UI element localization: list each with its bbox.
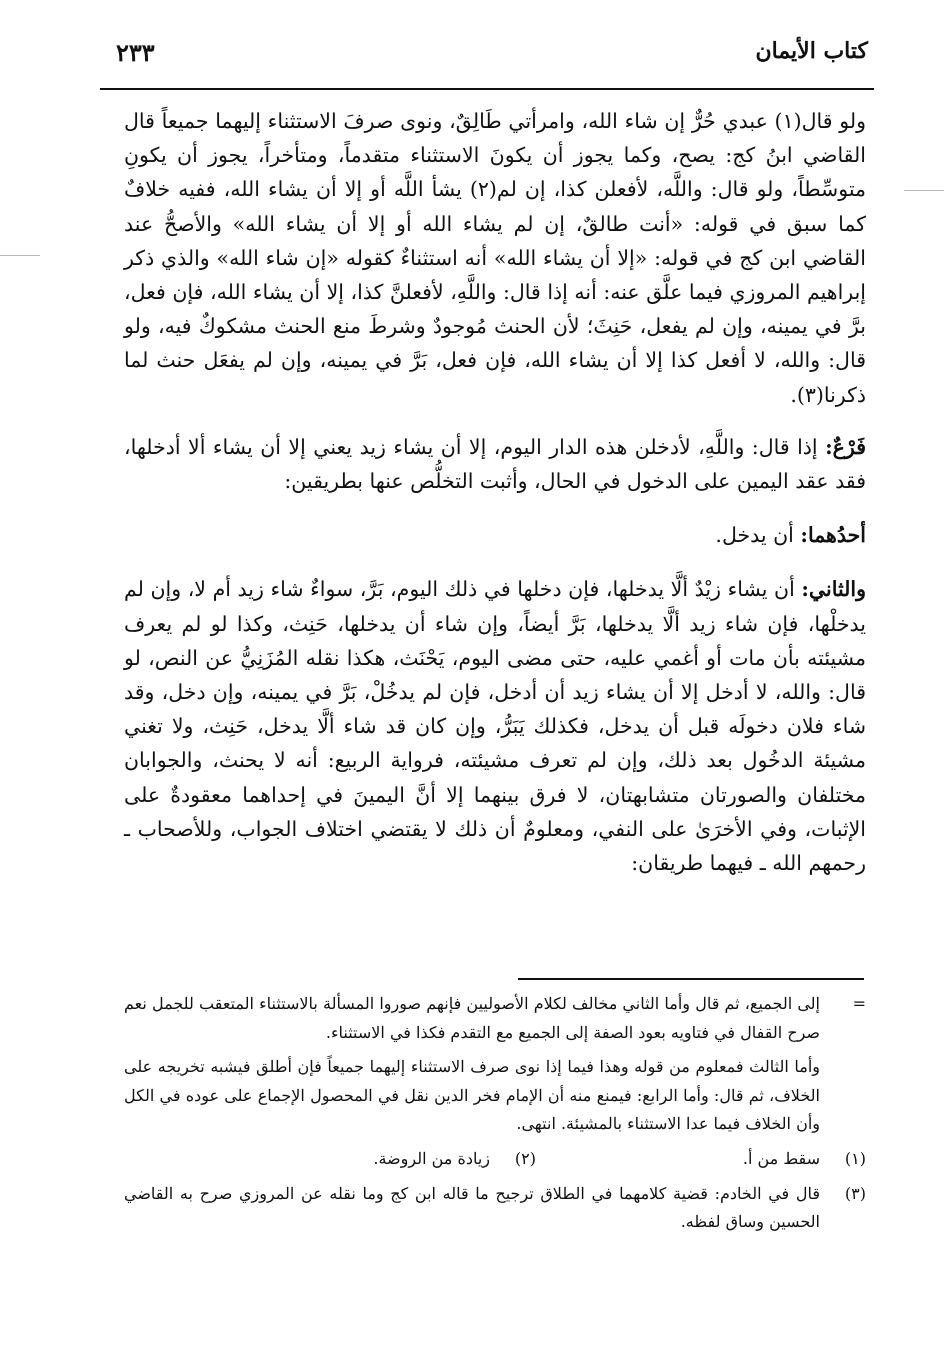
paragraph-4-text: أن يشاء زيْدٌ ألَّا يدخلها، فإن دخلها في ذلك اليوم، بَرَّ، سواءٌ شاء زيد أم لا، وإن لم يدخلْها، فإن شاء زيد ألَّا يدخلها، بَرَّ أيضاً، وإن شاء أن يدخلها، حَنِث، وكذا لو لم يعرف مشيئته بأن مات أو أغمي عليه، حتى مضى اليوم، يَحْنَث، هكذا نقله المُزَنِيُّ عن النص، لو قال: والله، لا أدخل إلا أن يشاء زيد أن أدخل، فإن لم يدخُلْ، بَرَّ في يمينه، وإن دخل، وقد شاء فلان دخولَه قبل أن يدخل، فكذلك يَبَرُّ، وإن كان قد شاء ألَّا يدخل، حَنِث، ولا تغني مشيئة الدخُول بعد ذلك، وإن لم تعرف مشيئته، فرواية الربيع: أنه لا يحنث، والجوابان مختلفان والصورتان متشابهتان، لا فرق بينهما إلا أنَّ اليمينَ في إحداهما معقودةٌ على الإثبات، وفي الأخرَىٰ على النفي، ومعلومٌ أن ذلك لا يقتضي اختلاف الجواب، وللأصحاب ـ رحمهم الله ـ فيهما طريقان:	[124, 577, 866, 876]
footnote-continuation-2	[124, 1053, 866, 1139]
paragraph-3	[124, 518, 866, 552]
paragraph-4	[124, 572, 866, 880]
continuation-text-2: وأما الثالث فمعلوم من قوله وهذا فيما إذا نوى صرف الاستثناء إليهما جميعاً فإن أطلق فيشبه تخريجه على الخلاف، ثم قال: وأما الرابع: فيمنع منه أن الإمام فخر الدين نقل في المحصول الإجماع على عوده في الكل وأن الخلاف فيما عدا الاستثناء بالمشيئة. انتهى.	[124, 1057, 820, 1134]
footnote-1-marker: (١)	[844, 1148, 866, 1168]
paragraph-2-text: إذا قال: واللَّهِ، لأدخلن هذه الدار اليوم، إلا أن يشاء زيد يعني إلا أن يشاء ألا أدخلها، فقد عقد اليمين على الدخول في الحال، وأثبت التخلُّص عنها بطريقين:	[124, 434, 866, 494]
page-number: ٢٣٣	[116, 38, 155, 67]
paragraph-2	[124, 430, 866, 498]
continuation-text-1: إلى الجميع، ثم قال وأما الثاني مخالف لكلام الأصوليين فإنهم صوروا المسألة بالاستثناء المتعقب للجمل نعم صرح القفال في فتاويه بعود الصفة إلى الجميع مع التقدم فكذا في الاستثناء.	[124, 994, 820, 1042]
paragraph-3-lead: أحدُهما:	[800, 523, 866, 548]
scan-mark	[0, 255, 40, 256]
footnote-3-text: قال في الخادم: قضية كلامهما في الطلاق ترجيح ما قاله ابن كج وما نقله عن المروزي صرح به القاضي الحسين وساق لفظه.	[124, 1183, 820, 1232]
scan-mark	[904, 190, 944, 191]
footnote-3	[124, 1180, 866, 1237]
footnote-1-text: سقط من أ.	[742, 1148, 820, 1168]
book-title: كتاب الأيمان	[755, 38, 868, 64]
footnote-3-marker: (٣)	[844, 1183, 866, 1203]
footnote-continuation	[124, 990, 866, 1047]
paragraph-2-lead: فَرْعٌ:	[825, 434, 866, 459]
footnotes	[124, 990, 866, 1243]
footnote-2-text: زيادة من الروضة.	[373, 1148, 490, 1168]
footnote-2	[206, 1145, 536, 1174]
footnote-pair	[124, 1145, 866, 1174]
paragraph-1: ولو قال(١) عبدي حُرٌّ إن شاء الله، وامرأتي طَالِقٌ، ونوى صرفَ الاستثناء إليهما جميعاً قال القاضي ابنُ كج: يصح، وكما يجوز أن يكونَ الاستثناء متقدماً، ومتأخراً، يجوز أن يكونِ متوسِّطاً، ولو قال: واللَّه، لأفعلن كذا، إن لم(٢) يشأ اللَّه أو إلا أن يشاء الله، ففيه خلافٌ كما سبق في قوله: «أنت طالقٌ، إن لم يشاء الله أو إلا أن يشاء الله» والأصحُّ عند القاضي ابن كج في قوله: «إلا أن يشاء الله» أنه استثناءٌ كقوله «إن شاء الله» والذي ذكر إبراهيم المروزي فيما علَّق عنه: أنه إذا قال: واللَّهِ، لأفعلنَّ كذا، إلا أن يشاء الله، فإن فعل، برَّ في يمينه، وإن لم يفعل، حَنِثَ؛ لأن الحنث مُوجودٌ وشرطَ منع الحنث مشكوكٌ فيه، ولو قال: والله، لا أفعل كذا إلا أن يشاء الله، فإن فعل، بَرَّ في يمينه، وإن لم يفعَل حنث لما ذكرنا(٣).	[124, 109, 866, 407]
paragraph-3-text: أن يدخل.	[715, 523, 801, 548]
footnote-1	[536, 1145, 866, 1174]
footnote-rule	[518, 978, 864, 980]
footnote-2-marker: (٢)	[514, 1148, 536, 1168]
continuation-marker: =	[852, 994, 866, 1013]
header-rule	[100, 88, 874, 90]
main-text	[124, 104, 866, 880]
running-header	[116, 28, 868, 88]
paragraph-4-lead: والثاني:	[801, 577, 866, 602]
